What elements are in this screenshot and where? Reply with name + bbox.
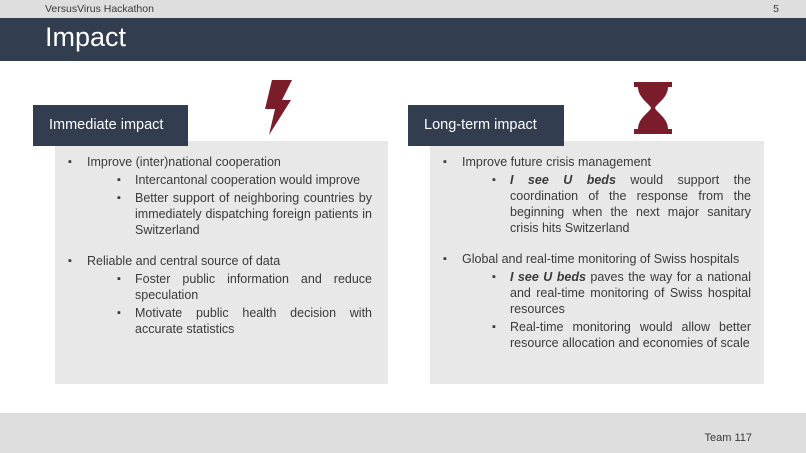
- immediate-impact-list: [68, 154, 372, 339]
- immediate-impact-label: Immediate impact: [33, 105, 188, 146]
- bullet-text: Improve (inter)national cooperation: [87, 155, 281, 169]
- sub-bullet: [462, 269, 751, 317]
- footer-bar: [0, 413, 806, 453]
- sub-bullet-text: would support the coordination of the response from the beginning when the next major sanitary crisis hits Switzerland: [510, 173, 752, 235]
- long-term-impact-label: Long-term impact: [408, 105, 564, 146]
- bullet-monitoring: [443, 251, 751, 351]
- sub-bullet: ▪ Better support of neighboring countries by immediately dispatching foreign patients in Switzerland: [87, 190, 372, 238]
- sub-bullet-text: paves the way for a national and real-time monitoring of Swiss hospital resources: [510, 270, 752, 316]
- sub-bullet: [462, 172, 751, 236]
- hourglass-icon: [634, 82, 672, 134]
- product-name: I see U beds: [510, 270, 586, 284]
- lightning-bolt-icon: [262, 80, 292, 135]
- sub-bullet: ▪ Intercantonal cooperation would improve: [87, 172, 372, 188]
- long-term-impact-list: [443, 154, 751, 353]
- bullet-crisis-management: [443, 154, 751, 236]
- event-name: VersusVirus Hackathon: [45, 3, 154, 15]
- sub-bullet: ▪ Motivate public health decision with accurate statistics: [87, 305, 372, 337]
- bullet-cooperation: [68, 154, 372, 238]
- team-label: Team 117: [704, 432, 752, 444]
- page-number: 5: [773, 3, 779, 15]
- sub-bullet-text: Real-time monitoring would allow better resource allocation and economies of scale: [510, 320, 751, 350]
- sub-bullet: [462, 319, 751, 351]
- bullet-text: Improve future crisis management: [462, 155, 651, 169]
- product-name: I see U beds: [510, 173, 616, 187]
- sub-bullet: ▪ Foster public information and reduce speculation: [87, 271, 372, 303]
- bullet-text: Reliable and central source of data: [87, 254, 281, 268]
- bullet-data-source: [68, 253, 372, 337]
- page-title: Impact: [45, 22, 127, 52]
- bullet-text: Global and real-time monitoring of Swiss hospitals: [462, 252, 740, 266]
